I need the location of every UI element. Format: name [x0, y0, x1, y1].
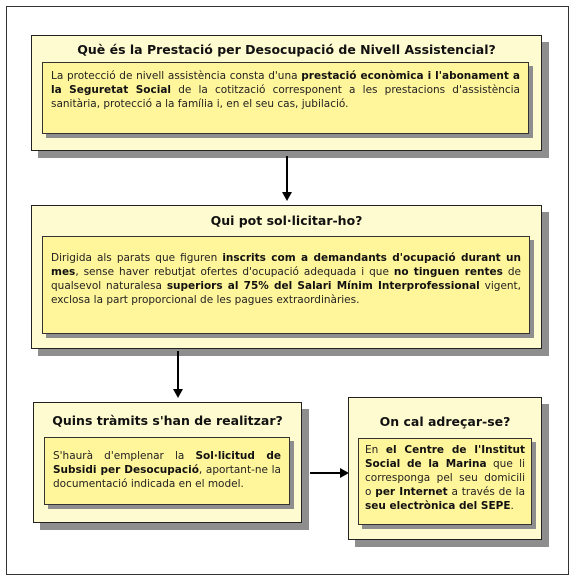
- who-text-3: de qualsevol naturalesa: [51, 266, 521, 292]
- procedures-bold-1: Sol·licitud de Subsidi per Desocupació: [53, 450, 281, 476]
- arrow-2-head: [173, 389, 183, 398]
- arrow-1-head: [282, 192, 292, 201]
- what-is-description: [42, 62, 529, 134]
- what-is-text-1: La protecció de nivell assistència consta d'una: [51, 70, 302, 82]
- procedures-title: Quins tràmits s'han de realitzar?: [52, 413, 283, 428]
- where-bold-2: per Internet: [375, 486, 448, 498]
- where-bold-1: el Centre de l'Institut Social de la Marina: [365, 444, 525, 470]
- who-text-4: vigent, exclosa la part proporcional de les pagues extraordinàries.: [51, 280, 522, 306]
- arrow-3-line: [310, 472, 340, 474]
- who-can-apply-title: Qui pot sol·licitar-ho?: [210, 213, 363, 228]
- where-text-2: que li corresponga pel seu domicili o: [365, 458, 525, 498]
- where-text-3: a través de la: [447, 486, 526, 498]
- where-text-4: .: [510, 500, 514, 512]
- what-is-panel: [31, 35, 542, 151]
- procedures-panel: [33, 402, 302, 523]
- who-bold-1: inscrits com a demandants d'ocupació durant un mes: [51, 252, 521, 278]
- who-text-2: , sense haver rebutjat ofertes d'ocupació adequada i que: [75, 266, 394, 278]
- procedures-description: [44, 437, 290, 505]
- who-text-1: Dirigida als parats que figuren: [51, 252, 223, 264]
- what-is-bold-1: prestació econòmica i l'abonament a la Seguretat Social: [51, 70, 521, 96]
- procedures-text-2: , aportant-ne la documentació indicada en el model.: [53, 464, 281, 490]
- where-text-1: En: [365, 444, 386, 456]
- procedures-text-1: S'haurà d'emplenar la: [53, 450, 196, 462]
- who-bold-2: no tinguen rentes: [393, 266, 503, 278]
- what-is-text-2: de la cotització corresponent a les prestacions d'assistència sanitària, protecció a la família i, en el seu cas, jubilació.: [51, 84, 520, 110]
- where-bold-3: seu electrònica del SEPE: [365, 500, 511, 512]
- where-to-go-panel: [348, 397, 542, 540]
- arrow-1-line: [286, 156, 288, 192]
- where-to-go-description: [358, 438, 532, 525]
- what-is-title: Què és la Prestació per Desocupació de Nivell Assistencial?: [77, 42, 496, 57]
- who-bold-3: superiors al 75% del Salari Mínim Interprofessional: [166, 280, 480, 292]
- where-to-go-title: On cal adreçar-se?: [379, 414, 511, 429]
- who-can-apply-description: [42, 236, 530, 334]
- arrow-2-line: [177, 351, 179, 389]
- who-can-apply-panel: [31, 205, 542, 349]
